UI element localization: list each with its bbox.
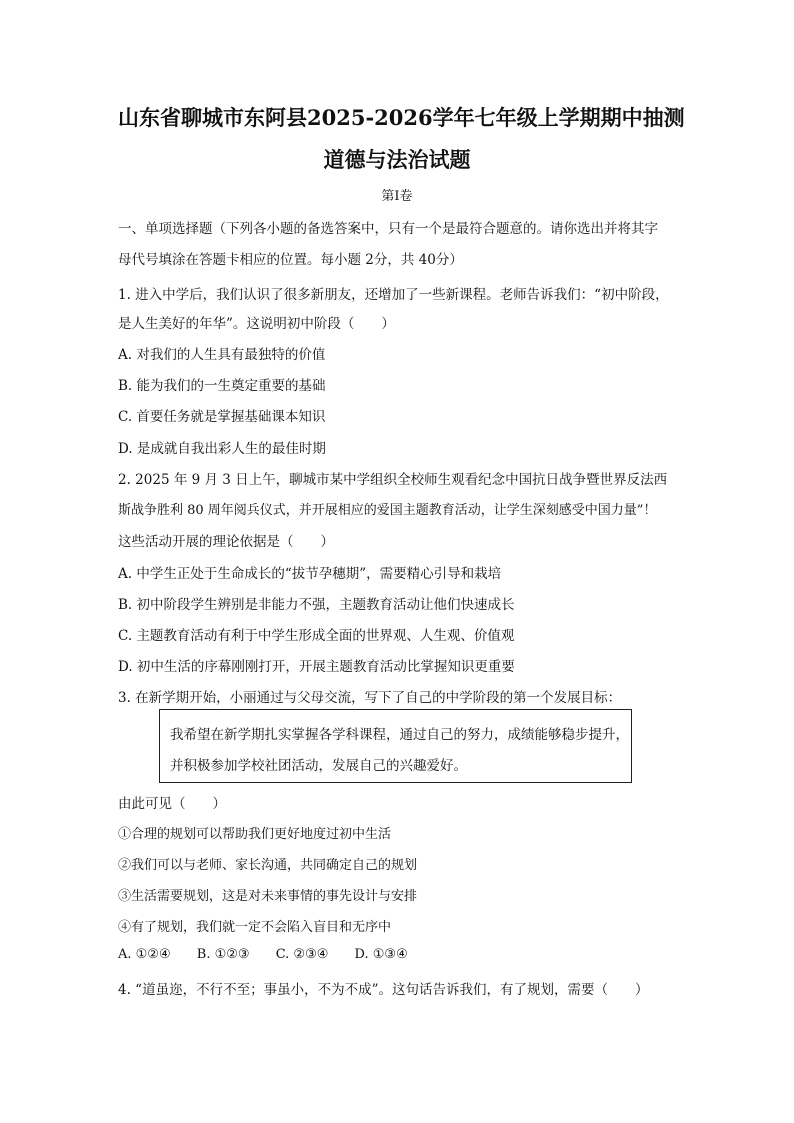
- q3-goal-line2: 并积极参加学校社团活动，发展自己的兴趣爱好。: [170, 758, 467, 774]
- q1-stem-line2: 是人生美好的年华”。这说明初中阶段（ ）: [118, 316, 395, 332]
- q3-statement-2: ②我们可以与老师、家长沟通，共同确定自己的规划: [118, 858, 418, 873]
- q4-stem: 4. “道虽迩，不行不至；事虽小，不为不成”。这句话告诉我们，有了规划，需要（ ）: [118, 982, 649, 998]
- instructions-line2: 母代号填涂在答题卡相应的位置。每小题 2分，共 40分）: [118, 252, 463, 268]
- q2-option-c: C. 主题教育活动有利于中学生形成全面的世界观、人生观、价值观: [118, 628, 515, 644]
- instructions-line1: 一、单项选择题（下列各小题的备选答案中，只有一个是最符合题意的。请你选出并将其字: [118, 221, 658, 237]
- q3-goal-box: [159, 709, 632, 783]
- q2-stem-line1: 2. 2025 年 9 月 3 日上午，聊城市某中学组织全校师生观看纪念中国抗日战争暨世界反法西: [118, 472, 668, 488]
- q3-option-b: B. ①②③: [196, 947, 250, 962]
- q1-option-b: B. 能为我们的一生奠定重要的基础: [118, 378, 326, 394]
- q1-option-d: D. 是成就自我出彩人生的最佳时期: [118, 441, 326, 457]
- q3-stem: 3. 在新学期开始，小丽通过与父母交流，写下了自己的中学阶段的第一个发展目标：: [118, 690, 622, 706]
- q3-statement-3: ③生活需要规划，这是对未来事情的事先设计与安排: [118, 889, 418, 904]
- q3-option-d: D. ①③④: [354, 947, 408, 962]
- q3-statement-4: ④有了规划，我们就一定不会陷入盲目和无序中: [118, 920, 392, 935]
- q3-goal-line1: 我希望在新学期扎实掌握各学科课程，通过自己的努力，成绩能够稳步提升，: [170, 727, 629, 743]
- q1-stem-line1: 1. 进入中学后，我们认识了很多新朋友，还增加了一些新课程。老师告诉我们：“初中阶段，: [118, 287, 669, 303]
- q2-option-a: A. 中学生正处于生命成长的“拔节孕穗期”，需要精心引导和栽培: [118, 566, 502, 582]
- q2-stem-line3: 这些活动开展的理论依据是（ ）: [118, 534, 334, 550]
- q3-option-a: A. ①②④: [118, 947, 171, 962]
- q2-stem-line2: 斯战争胜利 80 周年阅兵仪式，并开展相应的爱国主题教育活动，让学生深刻感受中国力量”！: [118, 503, 657, 518]
- q2-option-d: D. 初中生活的序幕刚刚打开，开展主题教育活动比掌握知识更重要: [118, 659, 515, 675]
- q1-option-c: C. 首要任务就是掌握基础课本知识: [118, 409, 326, 425]
- q1-option-a: A. 对我们的人生具有最独特的价值: [118, 347, 326, 363]
- document-title-line1: 山东省聊城市东阿县2025-2026学年七年级上学期期中抽测: [118, 105, 685, 130]
- q2-option-b: B. 初中阶段学生辨别是非能力不强，主题教育活动让他们快速成长: [118, 597, 515, 613]
- q3-options: [118, 947, 430, 962]
- document-page: [118, 98, 685, 180]
- section-label: 第I卷: [381, 189, 413, 204]
- document-title-line2: 道德与法治试题: [323, 147, 471, 172]
- q3-follow: 由此可见（ ）: [118, 796, 226, 812]
- q3-statement-1: ①合理的规划可以帮助我们更好地度过初中生活: [118, 827, 392, 842]
- q3-option-c: C. ②③④: [275, 947, 329, 962]
